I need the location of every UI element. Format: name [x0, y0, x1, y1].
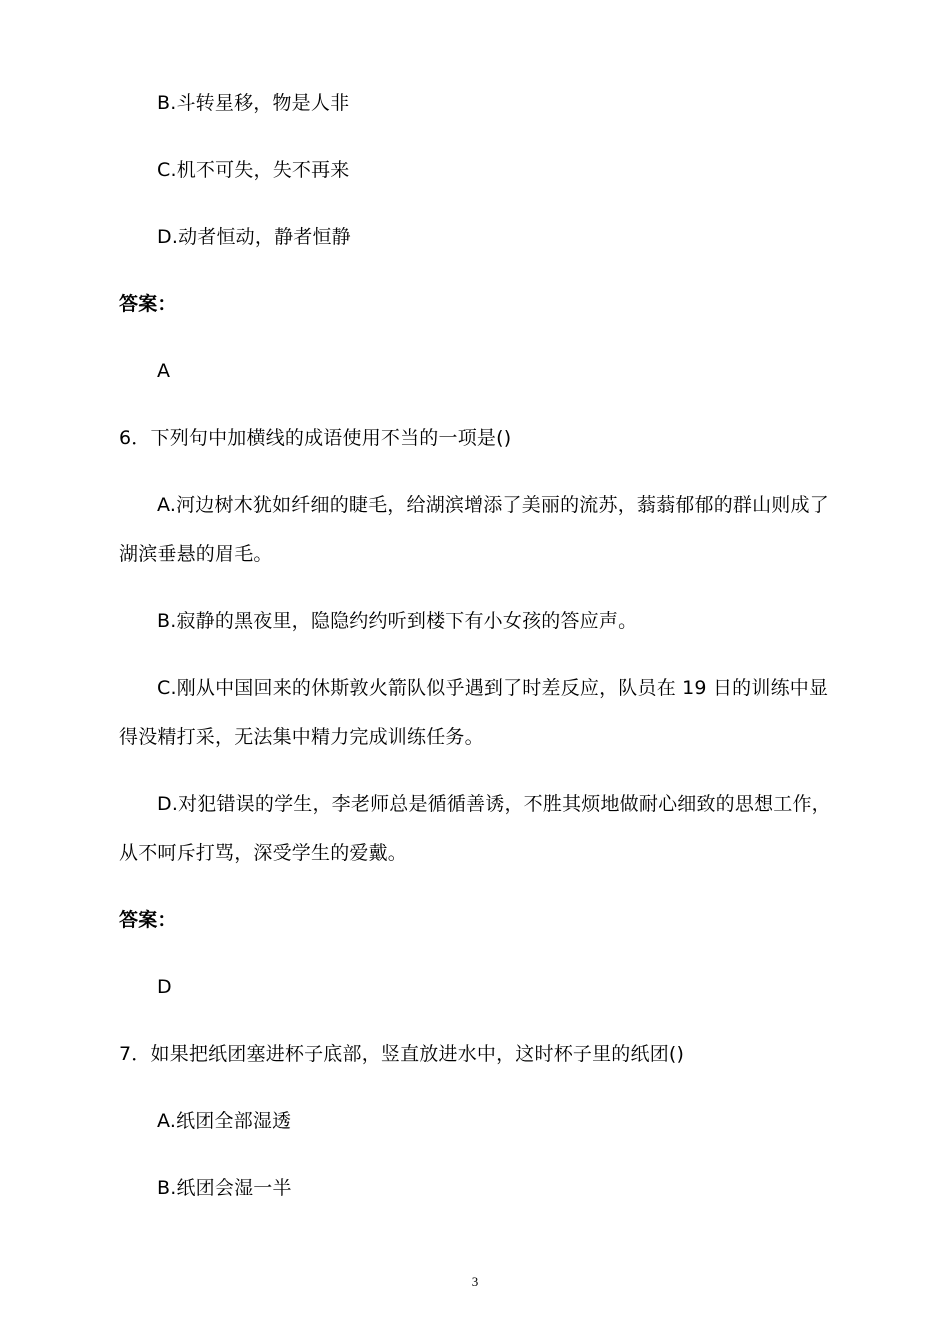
q6-answer: D — [157, 976, 172, 998]
q5-option-b: B.斗转星移，物是人非 — [157, 92, 350, 114]
q6-answer-label: 答案： — [119, 909, 177, 931]
q5-option-d: D.动者恒动，静者恒静 — [157, 226, 351, 248]
q7-option-b: B.纸团会湿一半 — [157, 1177, 292, 1199]
q7-question: 7．如果把纸团塞进杯子底部，竖直放进水中，这时杯子里的纸团() — [119, 1043, 685, 1065]
q7-option-a: A.纸团全部湿透 — [157, 1110, 292, 1132]
q5-answer-label: 答案： — [119, 293, 177, 315]
q5-answer: A — [157, 360, 171, 382]
q6-option-c-line2: 得没精打采，无法集中精力完成训练任务。 — [119, 726, 484, 748]
q6-option-a-line2: 湖滨垂悬的眉毛。 — [119, 543, 273, 565]
q6-option-d-line2: 从不呵斥打骂，深受学生的爱戴。 — [119, 842, 408, 864]
q6-option-b: B.寂静的黑夜里，隐隐约约听到楼下有小女孩的答应声。 — [157, 610, 638, 632]
q6-option-d-line1: D.对犯错误的学生，李老师总是循循善诱，不胜其烦地做耐心细致的思想工作， — [157, 793, 831, 815]
page-number: 3 — [471, 1274, 479, 1289]
q6-option-c-line1: C.刚从中国回来的休斯敦火箭队似乎遇到了时差反应，队员在 19 日的训练中显 — [157, 677, 829, 699]
q6-question: 6．下列句中加横线的成语使用不当的一项是() — [119, 427, 512, 449]
q6-option-a-line1: A.河边树木犹如纤细的睫毛，给湖滨增添了美丽的流苏，蓊蓊郁郁的群山则成了 — [157, 494, 829, 516]
q5-option-c: C.机不可失，失不再来 — [157, 159, 350, 181]
